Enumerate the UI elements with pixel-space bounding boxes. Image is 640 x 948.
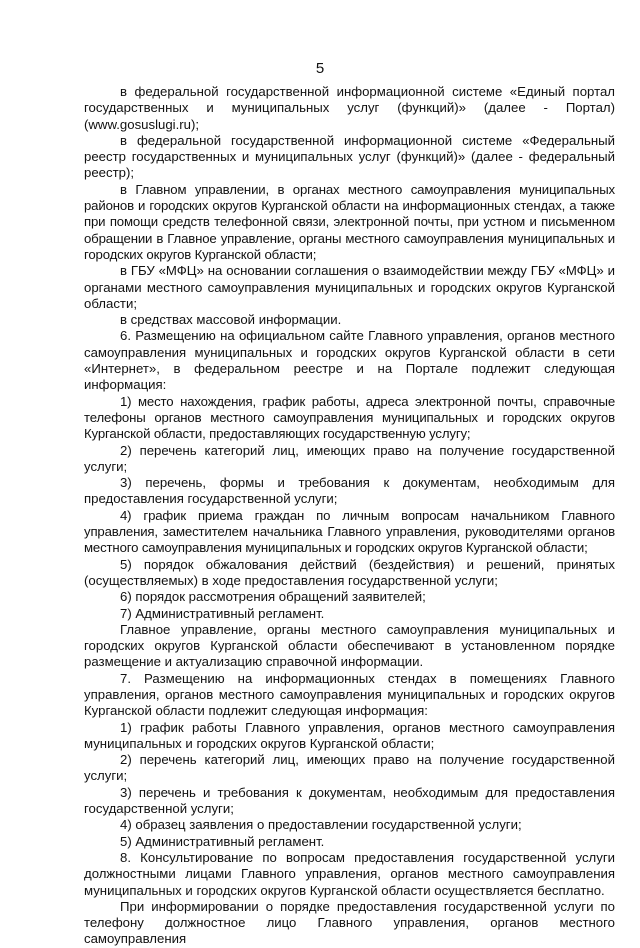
list-item: 1) график работы Главного управления, органов местного самоуправления муниципальных и городских округов Курганской области; bbox=[84, 719, 615, 751]
list-item: 6) порядок рассмотрения обращений заявителей; bbox=[120, 589, 426, 605]
list-item: 3) перечень и требования к документам, необходимым для предоставления государственной услуги; bbox=[84, 784, 615, 817]
paragraph: При информировании о порядке предоставления государственной услуги по телефону должностное лицо Главного управления, органов местного самоуправления bbox=[84, 898, 615, 947]
paragraph: в ГБУ «МФЦ» на основании соглашения о взаимодействии между ГБУ «МФЦ» и органами местного самоуправления муниципальных и городских округов Курганской области; bbox=[84, 263, 615, 311]
paragraph: 6. Размещению на официальном сайте Главного управления, органов местного самоуправления муниципальных и городских округов Курганской области в сети «Интернет», в федеральном реестре и на Портале подлежит следующая информация: bbox=[84, 328, 615, 393]
list-item: 5) порядок обжалования действий (бездействия) и решений, принятых (осуществляемых) в ходе предоставления государственной услуги; bbox=[84, 556, 615, 588]
paragraph: в федеральной государственной информационной системе «Единый портал государственных и муниципальных услуг (функций)» (далее - Портал) (www.gosuslugi.ru); bbox=[84, 84, 615, 132]
list-item: 1) место нахождения, график работы, адреса электронной почты, справочные телефоны органов местного самоуправления муниципальных и городских округов Курганской области, предоставляющих государственную услугу; bbox=[84, 393, 615, 442]
list-item: 2) перечень категорий лиц, имеющих право на получение государственной услуги; bbox=[84, 752, 615, 784]
paragraph: Главное управление, органы местного самоуправления муниципальных и городских округов Курганской области обеспечивают в установленном порядке размещение и актуализацию справочной информации. bbox=[84, 621, 615, 670]
paragraph: в средствах массовой информации. bbox=[120, 312, 342, 328]
page-number: 5 bbox=[315, 60, 325, 77]
list-item: 4) график приема граждан по личным вопросам начальником Главного управления, заместителем начальника Главного управления, руководителями органов местного самоуправления муниципальных и городских округов Курганской области; bbox=[84, 507, 615, 556]
paragraph: 7. Размещению на информационных стендах в помещениях Главного управления, органов местного самоуправления муниципальных и городских округов Курганской области подлежит следующая информация: bbox=[84, 670, 615, 719]
paragraph: в федеральной государственной информационной системе «Федеральный реестр государственных и муниципальных услуг (функций)» (далее - федеральный реестр); bbox=[84, 132, 615, 181]
document-body bbox=[84, 84, 615, 948]
list-item: 4) образец заявления о предоставлении государственной услуги; bbox=[120, 817, 522, 833]
list-item: 5) Административный регламент. bbox=[120, 833, 325, 849]
paragraph: 8. Консультирование по вопросам предоставления государственной услуги должностными лицами Главного управления, органов местного самоуправления муниципальных и городских округов Курганской области осуществляется бесплатно. bbox=[84, 849, 615, 898]
list-item: 7) Административный регламент. bbox=[120, 605, 325, 621]
list-item: 3) перечень, формы и требования к документам, необходимым для предоставления государственной услуги; bbox=[84, 475, 615, 507]
list-item: 2) перечень категорий лиц, имеющих право на получение государственной услуги; bbox=[84, 442, 615, 474]
paragraph: в Главном управлении, в органах местного самоуправления муниципальных районов и городских округов Курганской области на информационных стендах, а также при помощи средств телефонной связи, электронной почты, при устном и письменном обращении в Главное управление, органы местного самоуправления муниципальных и городских округов Курганской области; bbox=[84, 181, 615, 262]
